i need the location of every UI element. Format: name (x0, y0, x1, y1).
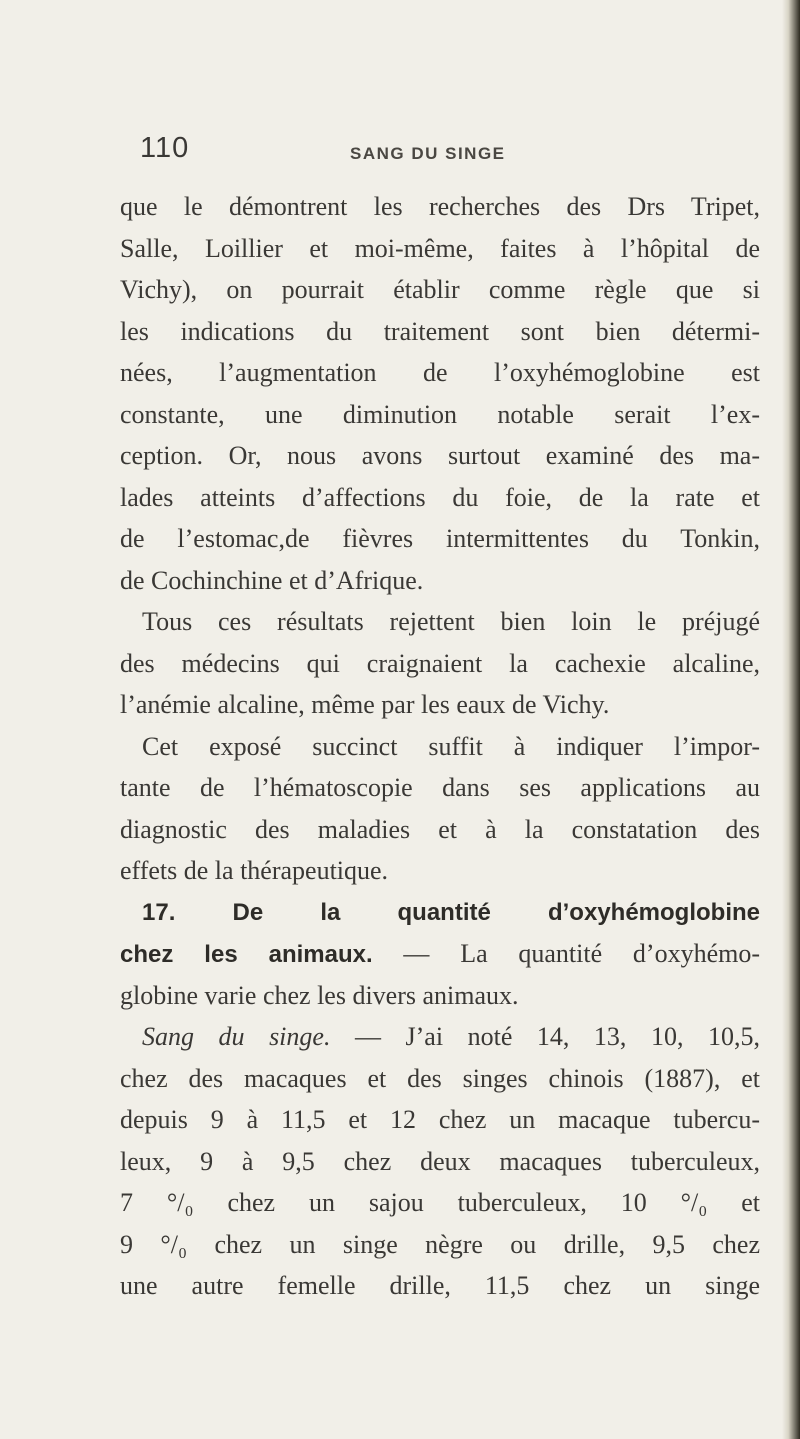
text-line: Tous ces résultats rejettent bien loin le préjugé (142, 607, 760, 636)
text-line: Vichy), on pourrait établir comme règle que si (120, 275, 760, 304)
text-line: Salle, Loillier et moi-même, faites à l’hôpital de (120, 233, 760, 263)
page-header (140, 132, 740, 172)
text-line: Cet exposé succinct suffit à indiquer l’impor- (142, 731, 760, 761)
subsection-title: Sang du singe. (142, 1022, 331, 1051)
text-line: lades atteints d’affections du foie, de la rate et (120, 482, 760, 512)
text-span: — La quantité d’oxyhémo- (372, 939, 760, 968)
text-line: les indications du traitement sont bien détermi- (120, 316, 760, 346)
text-line: globine varie chez les divers animaux. (120, 980, 519, 1010)
text-line: de Cochinchine et d’Afrique. (120, 565, 424, 595)
text-line: diagnostic des maladies et à la constatation des (120, 814, 760, 844)
text-line: leux, 9 à 9,5 chez deux macaques tuberculeux, (120, 1146, 760, 1176)
text-line: de l’estomac,de fièvres intermittentes du Tonkin, (120, 524, 760, 553)
page-number: 110 (140, 132, 190, 164)
page-edge-shadow (782, 0, 800, 1439)
text-line: constante, une diminution notable serait l’ex- (120, 399, 760, 429)
text-line: chez des macaques et des singes chinois (1887), et (120, 1063, 760, 1093)
text-span: — J’ai noté 14, 13, 10, 10,5, (330, 1022, 760, 1051)
text-line: 7 °/₀ chez un sajou tuberculeux, 10 °/₀ et (120, 1188, 760, 1217)
section-heading: 17. De la quantité d’oxyhémoglobine (142, 898, 760, 926)
text-line: nées, l’augmentation de l’oxyhémoglobine est (120, 358, 760, 387)
text-line (120, 1016, 760, 1058)
text-line: tante de l’hématoscopie dans ses applications au (120, 773, 760, 802)
text-line: ception. Or, nous avons surtout examiné des ma- (120, 441, 760, 470)
text-line: que le démontrent les recherches des Drs Tripet, (120, 192, 760, 221)
text-line: l’anémie alcaline, même par les eaux de Vichy. (120, 690, 610, 719)
text-line (120, 933, 760, 975)
text-line: des médecins qui craignaient la cachexie alcaline, (120, 648, 760, 678)
running-title: SANG DU SINGE (350, 144, 506, 163)
section-heading-continued: chez les animaux. (120, 941, 373, 968)
text-line: 9 °/₀ chez un singe nègre ou drille, 9,5 chez (120, 1229, 760, 1259)
text-line: une autre femelle drille, 11,5 chez un singe (120, 1271, 760, 1300)
text-line: effets de la thérapeutique. (120, 856, 389, 885)
body-text (120, 186, 760, 1307)
text-line: depuis 9 à 11,5 et 12 chez un macaque tubercu- (120, 1105, 760, 1134)
